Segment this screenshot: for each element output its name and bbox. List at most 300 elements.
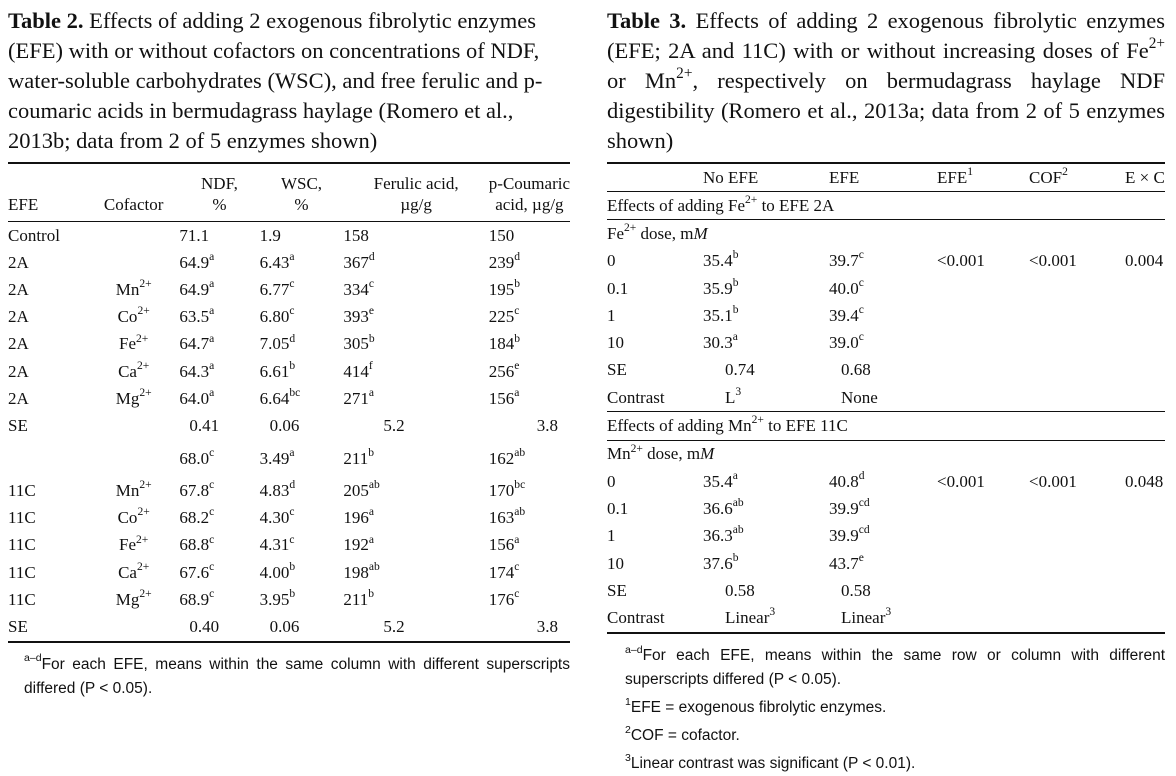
cell-ndf bbox=[179, 440, 259, 478]
cell-no-efe-superscript: b bbox=[732, 275, 739, 289]
cell-no-efe-superscript: ab bbox=[732, 496, 744, 510]
cell-p-cof bbox=[1029, 275, 1125, 302]
cell-dose bbox=[607, 550, 703, 577]
table-row bbox=[607, 495, 1165, 522]
table-3-footnotes bbox=[607, 644, 1165, 776]
cell-efe bbox=[829, 577, 937, 604]
cell-ndf-superscript: a bbox=[209, 385, 215, 399]
cell-ferulic-superscript: a bbox=[368, 385, 375, 399]
cell-cofactor-value: Co bbox=[117, 508, 138, 528]
cell-efe-superscript: c bbox=[858, 275, 864, 289]
cell-p-cof-value: <0.001 bbox=[1029, 251, 1077, 271]
cell-p-cof bbox=[1029, 329, 1125, 356]
cell-efe bbox=[8, 478, 88, 505]
header-p-cof: COF$^2$ bbox=[1029, 164, 1068, 187]
cell-no-efe-value: 0.58 bbox=[725, 580, 755, 600]
cell-p-efe bbox=[937, 384, 1029, 412]
cell-wsc-superscript: a bbox=[289, 249, 295, 263]
cell-cofactor bbox=[88, 358, 179, 385]
cell-no-efe bbox=[703, 604, 829, 631]
cell-ferulic bbox=[343, 613, 488, 640]
cell-efe-value: 40.0 bbox=[829, 278, 859, 298]
cell-wsc bbox=[260, 613, 344, 640]
cell-ndf-value: 68.0 bbox=[179, 448, 210, 468]
cell-dose bbox=[607, 248, 703, 275]
cell-wsc-value: 6.64 bbox=[259, 388, 290, 408]
cell-efe bbox=[829, 384, 937, 412]
cell-cofactor bbox=[88, 276, 179, 303]
cell-ferulic-value: 198 bbox=[343, 562, 369, 582]
section-title-b: to EFE 11C bbox=[763, 416, 848, 436]
cell-wsc bbox=[260, 559, 344, 586]
cell-p-efe bbox=[937, 604, 1029, 631]
cell-efe bbox=[829, 357, 937, 384]
cell-pcoumaric bbox=[489, 358, 570, 385]
cell-efe-value: 2A bbox=[8, 361, 29, 381]
cell-pcoumaric-value: 195 bbox=[488, 279, 515, 299]
cell-cofactor-value: Mg bbox=[115, 388, 140, 408]
cell-p-interaction bbox=[1125, 384, 1165, 412]
footnote-3: $^3$Linear contrast was significant (P < 0.01). bbox=[625, 751, 916, 772]
cell-pcoumaric-value: 256 bbox=[488, 361, 515, 381]
cell-p-interaction bbox=[1125, 248, 1165, 275]
cell-dose-value: 1 bbox=[607, 305, 616, 325]
cell-wsc-superscript: a bbox=[289, 445, 295, 459]
cell-dose bbox=[607, 275, 703, 302]
cell-p-interaction bbox=[1125, 275, 1165, 302]
cell-cofactor-value: Mn bbox=[115, 279, 140, 299]
cell-ferulic bbox=[343, 559, 488, 586]
cell-ferulic-superscript: a bbox=[368, 505, 375, 519]
table-2-body bbox=[8, 222, 570, 641]
cell-ndf bbox=[179, 505, 259, 532]
cell-no-efe-superscript: 3 bbox=[735, 384, 742, 398]
cell-pcoumaric bbox=[489, 505, 570, 532]
cell-ferulic bbox=[343, 304, 488, 331]
cell-p-efe bbox=[937, 275, 1029, 302]
cell-no-efe bbox=[703, 384, 829, 412]
cell-dose-value: 0.1 bbox=[607, 498, 629, 518]
cell-p-efe bbox=[937, 550, 1029, 577]
cell-p-interaction bbox=[1125, 523, 1165, 550]
cell-efe-value: 2A bbox=[8, 388, 29, 408]
cell-p-interaction bbox=[1125, 468, 1165, 495]
footnote-0: $^{a-d}$For each EFE, means within the same row or column with different superscripts differed (P < 0.05). bbox=[625, 643, 1165, 688]
table-3-panel bbox=[607, 6, 1165, 776]
table-row bbox=[8, 586, 570, 613]
cell-efe-superscript: cd bbox=[858, 523, 870, 537]
cell-ndf-superscript: c bbox=[209, 445, 215, 459]
cell-cofactor-value: Fe bbox=[119, 334, 137, 354]
dose-label bbox=[607, 220, 1165, 248]
cell-efe bbox=[8, 412, 88, 439]
section-title-a: Effects of adding Fe bbox=[607, 195, 746, 215]
table-row bbox=[607, 384, 1165, 412]
cell-no-efe bbox=[703, 577, 829, 604]
cell-wsc bbox=[260, 249, 344, 276]
cell-p-cof bbox=[1029, 550, 1125, 577]
cell-pcoumaric-superscript: d bbox=[514, 249, 521, 263]
cell-efe bbox=[8, 358, 88, 385]
cell-ndf-value: 0.40 bbox=[189, 617, 220, 637]
cell-ndf bbox=[179, 586, 259, 613]
section-title-row bbox=[607, 412, 1165, 440]
cell-ndf-value: 64.3 bbox=[179, 361, 210, 381]
cell-p-cof bbox=[1029, 357, 1125, 384]
table-row bbox=[607, 523, 1165, 550]
table-row bbox=[8, 613, 570, 640]
table-row bbox=[8, 304, 570, 331]
cell-ndf-superscript: a bbox=[209, 331, 215, 345]
cell-pcoumaric-value: 170 bbox=[488, 481, 515, 501]
cell-ferulic bbox=[343, 412, 488, 439]
cell-pcoumaric bbox=[489, 440, 570, 478]
cell-pcoumaric-superscript: a bbox=[514, 532, 520, 546]
cell-ndf bbox=[179, 358, 259, 385]
header-ndf: NDF, % bbox=[201, 174, 238, 214]
header-pcoumaric: p-Coumaric acid, µg/g bbox=[488, 174, 570, 214]
cell-ndf-value: 63.5 bbox=[179, 307, 210, 327]
cell-ndf-value: 64.9 bbox=[179, 279, 210, 299]
cell-pcoumaric-value: 225 bbox=[488, 307, 515, 327]
section-title-sup: 2+ bbox=[745, 192, 758, 206]
section-title bbox=[607, 412, 1165, 440]
cell-ndf-value: 64.0 bbox=[179, 388, 210, 408]
cell-p-interaction bbox=[1125, 577, 1165, 604]
cell-p-interaction bbox=[1125, 550, 1165, 577]
dose-a: Mn bbox=[607, 444, 631, 464]
cell-wsc-value: 4.30 bbox=[259, 508, 290, 528]
cell-efe bbox=[829, 468, 937, 495]
cell-efe bbox=[8, 613, 88, 640]
cell-ferulic bbox=[343, 331, 488, 358]
cell-wsc-value: 4.31 bbox=[259, 535, 290, 555]
cell-dose bbox=[607, 302, 703, 329]
cell-wsc-value: 6.43 bbox=[259, 252, 290, 272]
cell-p-cof bbox=[1029, 577, 1125, 604]
cell-ferulic-superscript: d bbox=[368, 249, 375, 263]
cell-pcoumaric-superscript: e bbox=[514, 358, 520, 372]
cell-efe bbox=[8, 249, 88, 276]
cell-cofactor-value: Fe bbox=[119, 535, 137, 555]
cell-cofactor-superscript: 2+ bbox=[139, 587, 152, 601]
cell-efe-value: 39.7 bbox=[829, 251, 859, 271]
section-title-a: Effects of adding Mn bbox=[607, 416, 752, 436]
footnote-mark: a–d bbox=[24, 652, 42, 665]
section-title bbox=[607, 192, 1165, 220]
table-2-panel bbox=[8, 6, 570, 701]
cell-no-efe-superscript: 3 bbox=[769, 605, 776, 619]
cell-wsc-superscript: d bbox=[289, 478, 296, 492]
cell-pcoumaric-value: 239 bbox=[488, 252, 515, 272]
cell-cofactor-superscript: 2+ bbox=[139, 277, 152, 291]
dose-label-row bbox=[607, 220, 1165, 248]
cell-cofactor-superscript: 2+ bbox=[136, 331, 149, 345]
cell-ferulic bbox=[343, 586, 488, 613]
cell-ferulic-value: 205 bbox=[343, 481, 369, 501]
cell-efe-superscript: c bbox=[858, 248, 864, 262]
cell-ndf-value: 68.9 bbox=[179, 589, 210, 609]
cell-p-cof bbox=[1029, 495, 1125, 522]
table-row bbox=[8, 222, 570, 250]
cell-wsc-superscript: c bbox=[289, 304, 295, 318]
cell-wsc bbox=[260, 385, 344, 412]
cell-efe-value: 39.9 bbox=[829, 498, 859, 518]
cell-efe-superscript: d bbox=[858, 468, 865, 482]
cell-p-efe-value: <0.001 bbox=[937, 471, 985, 491]
cell-efe bbox=[8, 304, 88, 331]
cell-cofactor bbox=[88, 559, 179, 586]
cell-ferulic bbox=[343, 249, 488, 276]
cell-efe bbox=[8, 505, 88, 532]
cell-pcoumaric-value: 163 bbox=[488, 508, 515, 528]
cell-dose-value: 10 bbox=[607, 333, 624, 353]
header-p-interaction: E × C bbox=[1125, 167, 1165, 187]
cell-p-efe-value: <0.001 bbox=[937, 251, 985, 271]
header-blank bbox=[607, 164, 703, 192]
bottom-rule bbox=[607, 632, 1165, 634]
cell-efe-value: Control bbox=[8, 225, 60, 245]
table-row bbox=[607, 357, 1165, 384]
cell-pcoumaric-superscript: b bbox=[514, 331, 521, 345]
cell-pcoumaric-superscript: c bbox=[514, 587, 520, 601]
cell-ndf-superscript: c bbox=[209, 559, 215, 573]
cell-p-efe bbox=[937, 248, 1029, 275]
caption-part: or Mn bbox=[607, 68, 677, 93]
cell-ferulic-value: 196 bbox=[343, 508, 369, 528]
cell-p-efe bbox=[937, 329, 1029, 356]
cell-cofactor-value: Ca bbox=[118, 361, 137, 381]
cell-ferulic bbox=[343, 505, 488, 532]
cell-ferulic-superscript: ab bbox=[368, 478, 380, 492]
table-row bbox=[607, 329, 1165, 356]
cell-wsc bbox=[260, 505, 344, 532]
footnote-2: $^2$COF = cofactor. bbox=[625, 723, 740, 744]
cell-ndf bbox=[179, 559, 259, 586]
cell-ndf-value: 67.6 bbox=[179, 562, 210, 582]
cell-no-efe bbox=[703, 523, 829, 550]
dose-label-row bbox=[607, 440, 1165, 468]
cell-pcoumaric bbox=[489, 478, 570, 505]
table-row bbox=[8, 385, 570, 412]
cell-efe-value: 11C bbox=[8, 535, 36, 555]
cell-no-efe-value: 35.4 bbox=[703, 251, 733, 271]
cell-cofactor bbox=[88, 613, 179, 640]
cell-ferulic-superscript: b bbox=[368, 445, 375, 459]
cell-pcoumaric bbox=[489, 304, 570, 331]
cell-no-efe-superscript: ab bbox=[732, 523, 744, 537]
section-title-row bbox=[607, 192, 1165, 220]
cell-ferulic-value: 211 bbox=[343, 448, 369, 468]
cell-efe-value: 39.4 bbox=[829, 305, 859, 325]
cell-cofactor-value: Mg bbox=[115, 589, 140, 609]
cell-dose-value: SE bbox=[607, 580, 627, 600]
cell-ndf-superscript: c bbox=[209, 478, 215, 492]
cell-wsc-value: 4.83 bbox=[259, 481, 290, 501]
cell-ferulic-value: 367 bbox=[343, 252, 369, 272]
table-row bbox=[8, 440, 570, 478]
cell-ferulic-superscript: a bbox=[368, 532, 375, 546]
cell-pcoumaric-superscript: c bbox=[514, 559, 520, 573]
cell-cofactor-superscript: 2+ bbox=[139, 478, 152, 492]
cell-efe-value: 0.68 bbox=[841, 360, 871, 380]
cell-efe bbox=[829, 523, 937, 550]
cell-wsc bbox=[260, 586, 344, 613]
cell-cofactor bbox=[88, 478, 179, 505]
table-row bbox=[8, 505, 570, 532]
cell-p-cof bbox=[1029, 468, 1125, 495]
cell-ndf-superscript: a bbox=[209, 249, 215, 263]
cell-ferulic-value: 305 bbox=[343, 334, 369, 354]
cell-efe bbox=[829, 275, 937, 302]
cell-p-interaction bbox=[1125, 495, 1165, 522]
cell-cofactor-superscript: 2+ bbox=[137, 304, 150, 318]
cell-cofactor bbox=[88, 505, 179, 532]
cell-ferulic-superscript: c bbox=[368, 277, 375, 291]
cell-wsc-value: 6.80 bbox=[259, 307, 290, 327]
cell-ndf-superscript: a bbox=[209, 304, 215, 318]
cell-efe-value: None bbox=[841, 387, 878, 407]
cell-no-efe bbox=[703, 248, 829, 275]
cell-p-cof bbox=[1029, 604, 1125, 631]
cell-wsc-superscript: c bbox=[289, 505, 295, 519]
cell-pcoumaric-superscript: ab bbox=[514, 445, 526, 459]
cell-efe-value: 11C bbox=[8, 508, 36, 528]
cell-no-efe-value: Linear bbox=[725, 608, 770, 628]
cell-no-efe-superscript: a bbox=[732, 468, 738, 482]
dose-sup: 2+ bbox=[630, 441, 643, 455]
cell-pcoumaric bbox=[489, 222, 570, 250]
cell-efe-value: 39.0 bbox=[829, 333, 859, 353]
cell-efe-value: 11C bbox=[8, 481, 36, 501]
cell-ndf bbox=[179, 613, 259, 640]
cell-wsc-value: 3.49 bbox=[259, 448, 290, 468]
caption-part: Effects of adding 2 exogenous fibrolytic enzymes (EFE; 2A and 11C) with or without increasing doses of Fe bbox=[607, 8, 1165, 63]
table-row bbox=[8, 559, 570, 586]
cell-ferulic-superscript: f bbox=[368, 358, 373, 372]
cell-no-efe bbox=[703, 329, 829, 356]
cell-wsc bbox=[260, 412, 344, 439]
cell-ferulic-superscript: b bbox=[368, 587, 375, 601]
cell-no-efe-value: 30.3 bbox=[703, 333, 733, 353]
cell-ndf bbox=[179, 331, 259, 358]
cell-pcoumaric-superscript: a bbox=[514, 385, 520, 399]
cell-wsc-value: 0.06 bbox=[269, 617, 300, 637]
table-3-label: Table 3. bbox=[607, 8, 687, 33]
cell-efe-value: Linear bbox=[841, 608, 886, 628]
cell-p-cof bbox=[1029, 248, 1125, 275]
cell-no-efe-value: 36.3 bbox=[703, 526, 733, 546]
header-ferulic: Ferulic acid, µg/g bbox=[373, 174, 459, 214]
cell-no-efe-value: 35.4 bbox=[703, 471, 733, 491]
cell-efe bbox=[8, 385, 88, 412]
table-2-header-row bbox=[8, 164, 570, 222]
cell-efe bbox=[829, 550, 937, 577]
cell-cofactor-superscript: 2+ bbox=[139, 385, 152, 399]
cell-ferulic-superscript: ab bbox=[368, 559, 380, 573]
table-3-caption bbox=[607, 6, 1165, 156]
dose-b: dose, m bbox=[642, 444, 701, 464]
section-title-b: to EFE 2A bbox=[757, 195, 835, 215]
cell-efe-value: 2A bbox=[8, 307, 29, 327]
cell-efe-value: 2A bbox=[8, 279, 29, 299]
cell-wsc-value: 1.9 bbox=[259, 225, 281, 245]
cell-ndf bbox=[179, 478, 259, 505]
cell-pcoumaric-superscript: bc bbox=[514, 478, 526, 492]
cell-no-efe-value: 37.6 bbox=[703, 553, 733, 573]
cell-efe bbox=[8, 532, 88, 559]
cell-ndf bbox=[179, 249, 259, 276]
cell-wsc-superscript: b bbox=[289, 358, 296, 372]
cell-efe-value: 40.8 bbox=[829, 471, 859, 491]
table-2-caption bbox=[8, 6, 570, 156]
caption-part: , respectively on bermudagrass haylage NDF digestibility (Romero et al., 2013a; data from 2 of 5 enzymes shown) bbox=[607, 68, 1166, 153]
cell-pcoumaric-value: 162 bbox=[488, 448, 515, 468]
cell-p-efe bbox=[937, 302, 1029, 329]
header-efe: EFE bbox=[8, 195, 39, 214]
cell-efe bbox=[829, 604, 937, 631]
cell-ndf-value: 67.8 bbox=[179, 481, 210, 501]
cell-ferulic bbox=[343, 276, 488, 303]
table-row bbox=[607, 468, 1165, 495]
bottom-rule bbox=[8, 641, 570, 643]
cell-cofactor bbox=[88, 249, 179, 276]
cell-pcoumaric-superscript: ab bbox=[514, 505, 526, 519]
cell-efe-superscript: e bbox=[858, 550, 864, 564]
footnote-text: For each EFE, means within the same column with different superscripts differed (P < 0.05). bbox=[24, 655, 570, 697]
cell-wsc bbox=[260, 358, 344, 385]
cell-ndf bbox=[179, 222, 259, 250]
cell-ferulic-value: 211 bbox=[343, 589, 369, 609]
cell-no-efe-value: 36.6 bbox=[703, 498, 733, 518]
table-row bbox=[607, 248, 1165, 275]
table-row bbox=[8, 478, 570, 505]
cell-dose bbox=[607, 357, 703, 384]
cell-wsc-value: 0.06 bbox=[269, 415, 300, 435]
cell-efe-superscript: c bbox=[858, 303, 864, 317]
cell-ferulic bbox=[343, 440, 488, 478]
table-row bbox=[607, 275, 1165, 302]
cell-efe bbox=[829, 302, 937, 329]
cell-ndf-value: 64.9 bbox=[179, 252, 210, 272]
table-row bbox=[607, 577, 1165, 604]
cell-dose-value: Contrast bbox=[607, 608, 665, 628]
cell-pcoumaric bbox=[489, 613, 570, 640]
cell-no-efe bbox=[703, 302, 829, 329]
cell-pcoumaric-value: 150 bbox=[488, 225, 515, 245]
cell-no-efe bbox=[703, 357, 829, 384]
cell-pcoumaric bbox=[489, 532, 570, 559]
dose-unit: M bbox=[693, 223, 708, 243]
cell-cofactor bbox=[88, 532, 179, 559]
cell-ferulic-superscript: e bbox=[368, 304, 375, 318]
table-row bbox=[8, 358, 570, 385]
cell-ndf-value: 64.7 bbox=[179, 334, 210, 354]
cell-ndf-superscript: c bbox=[209, 587, 215, 601]
cell-ferulic bbox=[343, 532, 488, 559]
cell-wsc bbox=[260, 276, 344, 303]
footnote-1: $^1$EFE = exogenous fibrolytic enzymes. bbox=[625, 695, 887, 716]
cell-ferulic bbox=[343, 358, 488, 385]
cell-dose-value: 0 bbox=[607, 251, 616, 271]
cell-wsc bbox=[260, 222, 344, 250]
cell-efe bbox=[8, 331, 88, 358]
header-no-efe: No EFE bbox=[703, 167, 759, 187]
cell-ferulic-value: 334 bbox=[343, 279, 369, 299]
cell-efe bbox=[8, 276, 88, 303]
cell-wsc-value: 7.05 bbox=[259, 334, 290, 354]
cell-cofactor-superscript: 2+ bbox=[136, 532, 149, 546]
